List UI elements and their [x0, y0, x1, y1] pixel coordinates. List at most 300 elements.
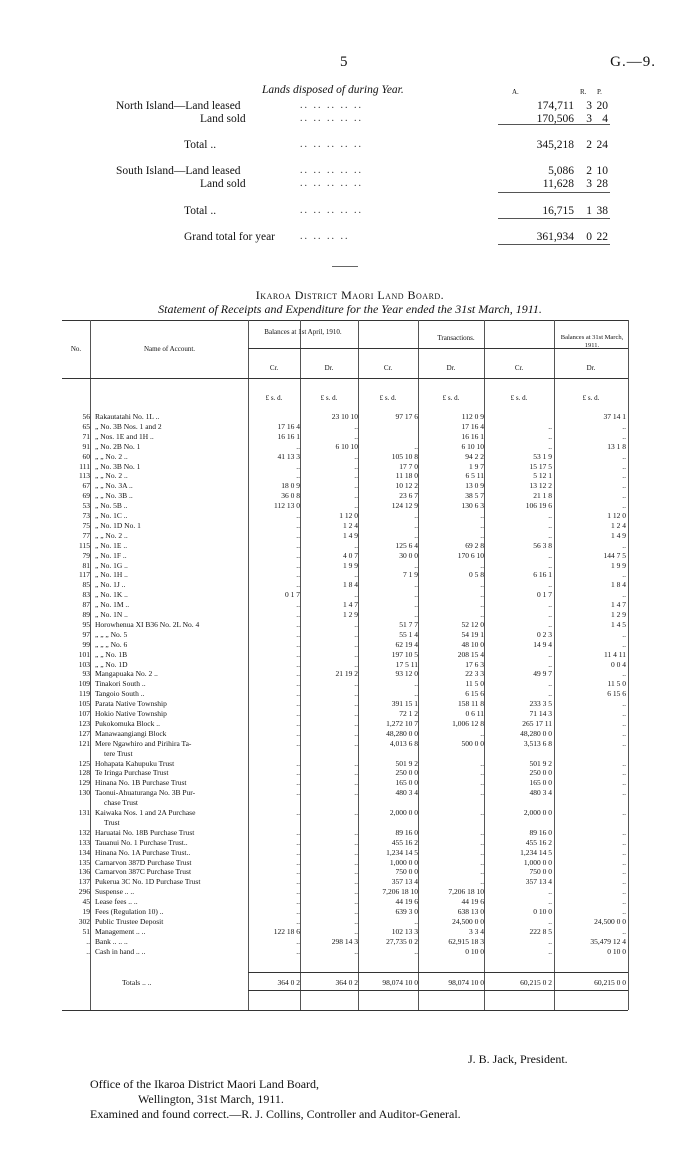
- row-number: 85: [82, 580, 90, 590]
- transactions-cr: 17 7 0: [399, 461, 418, 471]
- table-row: [62, 481, 628, 490]
- balance-1911-cr: ..: [548, 511, 552, 520]
- row-number: 115: [79, 540, 90, 550]
- balance-1911-cr: 480 3 4: [529, 788, 552, 798]
- transactions-cr: 1,272 10 7: [386, 718, 418, 728]
- balance-1910-cr: ..: [296, 758, 300, 768]
- balance-1911-dr: ..: [622, 758, 626, 768]
- balance-1910-dr: ..: [354, 916, 358, 926]
- balance-1911-dr: ..: [622, 461, 626, 471]
- transactions-cr: 250 0 0: [395, 768, 418, 778]
- account-name: Manawaangiangi Block: [95, 728, 167, 738]
- transactions-cr: 30 0 0: [399, 550, 418, 560]
- balance-1910-dr: ..: [354, 679, 358, 689]
- transactions-dr: 1 9 7: [469, 461, 484, 471]
- table-row: [62, 531, 628, 540]
- row-number: 56: [82, 412, 90, 421]
- balance-1910-dr: ..: [354, 689, 358, 699]
- balance-1910-cr: ..: [296, 520, 300, 530]
- table-row: [62, 412, 628, 421]
- row-number: 117: [79, 570, 90, 580]
- balance-1911-dr: ..: [622, 808, 626, 817]
- balance-1911-dr: ..: [622, 481, 626, 491]
- balance-1910-dr: 1 8 4: [343, 580, 358, 590]
- balance-1910-dr: ..: [354, 421, 358, 431]
- account-name: „ No. 3B Nos. 1 and 2: [95, 421, 162, 431]
- table-row: [62, 897, 628, 906]
- transactions-cr: 97 17 6: [395, 412, 418, 421]
- transactions-cr: ..: [414, 520, 418, 530]
- balance-1910-cr: ..: [296, 808, 300, 817]
- transactions-cr: 455 16 2: [391, 837, 418, 847]
- acres-header: A.: [512, 88, 519, 96]
- balance-1910-cr: ..: [296, 837, 300, 847]
- transactions-cr: 44 19 6: [395, 897, 418, 907]
- transactions-cr: 17 5 11: [395, 659, 418, 669]
- transactions-dr: ..: [480, 511, 484, 520]
- table-row: [62, 630, 628, 639]
- account-name: Suspense .. ..: [95, 887, 135, 897]
- account-name: Cash in hand .. ..: [95, 946, 146, 956]
- balance-1910-cr: ..: [296, 718, 300, 728]
- table-row: [62, 867, 628, 876]
- transactions-dr: 158 11 8: [458, 699, 484, 709]
- balance-1911-dr: ..: [622, 857, 626, 867]
- account-name: Mere Ngawhiro and Pirihira Ta-: [95, 738, 192, 748]
- account-name: „ No. 1F ..: [95, 550, 127, 560]
- table-row: [62, 818, 628, 827]
- balance-1910-cr: ..: [296, 689, 300, 699]
- leader-dots: .. .. .. .. ..: [300, 205, 363, 216]
- balance-1910-dr: ..: [354, 768, 358, 778]
- lsd-header: £ s. d.: [442, 394, 460, 402]
- account-name: „ No. 3B No. 1: [95, 461, 141, 471]
- table-row: [62, 669, 628, 678]
- balance-1911-cr: 6 16 1: [533, 570, 552, 580]
- balance-1911-dr: 1 12 0: [607, 511, 626, 520]
- row-number: 129: [78, 778, 90, 788]
- transactions-cr: 62 19 4: [395, 639, 418, 649]
- roods-value: 1: [586, 205, 592, 217]
- balance-1911-dr: ..: [622, 501, 626, 511]
- table-row: [62, 561, 628, 570]
- account-name: tere Trust: [104, 748, 133, 758]
- balance-1911-cr: 250 0 0: [529, 768, 552, 778]
- row-number: 101: [78, 649, 90, 659]
- footer-line-3: Examined and found correct.—R. J. Collins, Controller and Auditor-General.: [90, 1107, 461, 1121]
- transactions-dr: 17 6 3: [465, 659, 484, 669]
- row-number: 109: [78, 679, 90, 689]
- row-number: 81: [82, 560, 90, 570]
- balance-1910-dr: ..: [354, 808, 358, 817]
- account-name: „ No. 1J ..: [95, 580, 126, 590]
- table-row: [62, 798, 628, 807]
- account-name: „ No. 1K ..: [95, 590, 128, 600]
- total-cell: 98,074 10 0: [382, 978, 418, 987]
- balance-1910-cr: ..: [296, 679, 300, 689]
- balance-1911-dr: 1 4 7: [611, 600, 626, 610]
- total-cell: 60,215 0 0: [594, 978, 626, 987]
- balance-1910-dr: 1 2 9: [343, 610, 358, 619]
- account-name: Public Trustee Deposit: [95, 916, 164, 926]
- row-number: 127: [78, 728, 90, 738]
- balance-1910-cr: ..: [296, 600, 300, 610]
- total-cell: 364 0 2: [335, 978, 358, 987]
- balance-1910-cr: ..: [296, 946, 300, 956]
- table-row: [62, 709, 628, 718]
- table-row: [62, 610, 628, 619]
- account-name: „ Nos. 1E and 1H ..: [95, 431, 154, 441]
- balance-1910-cr: 0 1 7: [285, 590, 300, 600]
- transactions-dr: 54 19 1: [461, 629, 484, 639]
- balance-1911-dr: ..: [622, 788, 626, 798]
- balance-1911-cr: 3,513 6 8: [523, 738, 552, 748]
- balance-1910-dr: ..: [354, 619, 358, 629]
- balance-1911-dr: ..: [622, 847, 626, 857]
- perches-value: 28: [596, 178, 608, 190]
- balance-1911-cr: ..: [548, 689, 552, 699]
- cr-1910-header: Cr.: [269, 364, 279, 372]
- transactions-dr: 0 6 11: [465, 709, 484, 718]
- transactions-cr: ..: [414, 530, 418, 540]
- transactions-cr: ..: [414, 946, 418, 956]
- account-name: Lease fees .. ..: [95, 897, 138, 907]
- balance-1911-dr: ..: [622, 471, 626, 481]
- lands-row-label: North Island—Land leased: [116, 100, 241, 112]
- table-row: [62, 947, 628, 956]
- row-number: 113: [79, 471, 90, 481]
- balance-1910-cr: ..: [296, 857, 300, 867]
- transactions-dr: 638 13 0: [457, 907, 484, 916]
- balance-1910-dr: ..: [354, 887, 358, 897]
- account-name: „ „ No. 1D: [95, 659, 128, 669]
- balance-1910-cr: ..: [296, 580, 300, 590]
- transactions-cr: 165 0 0: [395, 778, 418, 788]
- transactions-dr: 6 5 11: [465, 471, 484, 481]
- table-row: [62, 927, 628, 936]
- balance-1911-dr: ..: [622, 629, 626, 639]
- lands-row-label: Total ..: [184, 139, 217, 151]
- table-row: [62, 442, 628, 451]
- balance-1910-dr: ..: [354, 877, 358, 887]
- balance-1911-dr: ..: [622, 887, 626, 897]
- balance-1911-cr: ..: [548, 580, 552, 590]
- row-number: 95: [82, 619, 90, 629]
- transactions-cr: 51 7 7: [399, 619, 418, 629]
- transactions-dr: ..: [480, 857, 484, 867]
- transactions-cr: 102 13 3: [391, 926, 418, 936]
- balance-1910-dr: 21 19 2: [335, 669, 358, 679]
- balance-1911-dr: 37 14 1: [603, 412, 626, 421]
- balance-1910-cr: ..: [296, 610, 300, 619]
- lands-row-label: Land sold: [200, 178, 246, 190]
- row-number: 67: [82, 481, 90, 491]
- balance-1910-cr: ..: [296, 570, 300, 580]
- balance-1910-dr: ..: [354, 629, 358, 639]
- balance-1911-dr: ..: [622, 421, 626, 431]
- transactions-cr: ..: [414, 916, 418, 926]
- roods-value: 3: [586, 113, 592, 125]
- account-name: Haruatai No. 18B Purchase Trust: [95, 827, 195, 837]
- row-number: 75: [82, 520, 90, 530]
- balance-1911-dr: 144 7 5: [603, 550, 626, 560]
- balance-1911-dr: 6 15 6: [607, 689, 626, 699]
- balance-1911-cr: 15 17 5: [529, 461, 552, 471]
- balance-1911-cr: 0 1 7: [537, 590, 552, 600]
- table-row: [62, 858, 628, 867]
- transactions-dr: ..: [480, 847, 484, 857]
- balance-1910-dr: ..: [354, 847, 358, 857]
- balance-1910-dr: ..: [354, 649, 358, 659]
- table-row: [62, 590, 628, 599]
- transactions-cr: 480 3 4: [395, 788, 418, 798]
- row-number: 97: [82, 629, 90, 639]
- perches-value: 4: [602, 113, 608, 125]
- balance-1911-cr: 5 12 1: [533, 471, 552, 481]
- balance-1911-dr: ..: [622, 837, 626, 847]
- row-number: 60: [82, 451, 90, 461]
- balance-1911-dr: ..: [622, 877, 626, 887]
- balance-1910-cr: ..: [296, 560, 300, 570]
- balance-1910-cr: ..: [296, 530, 300, 540]
- balance-1911-cr: ..: [548, 431, 552, 441]
- table-row: [62, 660, 628, 669]
- row-number: ..: [86, 936, 90, 946]
- balance-1911-cr: ..: [548, 946, 552, 956]
- balance-1910-cr: ..: [296, 639, 300, 649]
- balance-1911-dr: ..: [622, 669, 626, 679]
- balance-1910-dr: ..: [354, 451, 358, 461]
- transactions-cr: 357 13 4: [391, 877, 418, 887]
- table-row: [62, 491, 628, 500]
- transactions-cr: 93 12 0: [395, 669, 418, 679]
- transactions-dr: ..: [480, 600, 484, 610]
- board-title: Ikaroa District Maori Land Board.: [255, 288, 445, 302]
- account-name: „ „ „ No. 6: [95, 639, 128, 649]
- roods-value: 3: [586, 100, 592, 112]
- balance-1910-cr: ..: [296, 907, 300, 916]
- row-number: 105: [78, 699, 90, 709]
- balance-1911-dr: ..: [622, 778, 626, 788]
- account-name: „ No. 5B ..: [95, 501, 128, 511]
- balance-1910-cr: ..: [296, 887, 300, 897]
- table-row: [62, 640, 628, 649]
- signature: J. B. Jack, President.: [468, 1052, 568, 1066]
- balance-1911-cr: ..: [548, 679, 552, 689]
- balance-1910-cr: ..: [296, 936, 300, 946]
- balance-1910-dr: ..: [354, 471, 358, 481]
- transactions-dr: 0 10 0: [465, 946, 484, 956]
- balance-1911-cr: ..: [548, 649, 552, 659]
- balance-1910-dr: 23 10 10: [331, 412, 358, 421]
- balance-1911-cr: ..: [548, 659, 552, 669]
- dr-1910-header: Dr.: [324, 364, 334, 372]
- transactions-dr: 170 6 10: [457, 550, 484, 560]
- transactions-dr: ..: [480, 590, 484, 600]
- balance-1911-cr: 265 17 11: [522, 718, 552, 728]
- table-row: [62, 788, 628, 797]
- transactions-dr: 38 5 7: [465, 491, 484, 501]
- lands-row: [0, 205, 700, 219]
- transactions-cr: 10 12 2: [395, 481, 418, 491]
- transactions-dr: 62,915 18 3: [448, 936, 484, 946]
- balance-1910-cr: ..: [296, 441, 300, 451]
- acres-value: 16,715: [542, 205, 574, 217]
- balance-1910-dr: ..: [354, 837, 358, 847]
- table-row: [62, 501, 628, 510]
- account-name: Tinakori South ..: [95, 679, 146, 689]
- balance-1910-dr: 1 9 9: [343, 560, 358, 570]
- leader-dots: .. .. .. ..: [300, 231, 350, 242]
- balance-1911-dr: 1 8 4: [611, 580, 626, 590]
- lands-row-label: Land sold: [200, 113, 246, 125]
- perches-value: 20: [596, 100, 608, 112]
- balance-1911-dr: ..: [622, 431, 626, 441]
- balance-1911-cr: 233 3 5: [529, 699, 552, 709]
- account-name: „ No. 1N ..: [95, 610, 128, 619]
- transactions-cr: ..: [414, 600, 418, 610]
- page-number: 5: [340, 54, 348, 70]
- lsd-header: £ s. d.: [379, 394, 397, 402]
- transactions-cr: 105 10 8: [391, 451, 418, 461]
- balance-1910-dr: ..: [354, 639, 358, 649]
- row-number: 45: [82, 897, 90, 907]
- balance-1910-cr: ..: [296, 897, 300, 907]
- balance-1911-dr: 1 2 4: [611, 520, 626, 530]
- row-number: 128: [78, 768, 90, 778]
- transactions-cr: ..: [414, 560, 418, 570]
- balance-1911-cr: 13 12 2: [529, 481, 552, 491]
- row-number: 77: [82, 530, 90, 540]
- balance-1910-dr: ..: [354, 857, 358, 867]
- table-row: [62, 838, 628, 847]
- balance-1911-cr: ..: [548, 936, 552, 946]
- acres-value: 5,086: [548, 165, 574, 177]
- transactions-dr: 52 12 0: [461, 619, 484, 629]
- balance-1911-dr: ..: [622, 570, 626, 580]
- account-name: Pukokomuka Block ..: [95, 718, 160, 728]
- transactions-cr: 750 0 0: [395, 867, 418, 877]
- transactions-dr: ..: [480, 530, 484, 540]
- balance-1911-cr: 56 3 8: [533, 540, 552, 550]
- table-row: [62, 877, 628, 886]
- row-number: 93: [82, 669, 90, 679]
- balance-1910-cr: ..: [296, 540, 300, 550]
- account-name: „ „ No. 2 ..: [95, 451, 128, 461]
- leader-dots: .. .. .. .. ..: [300, 178, 363, 189]
- balance-1910-dr: ..: [354, 778, 358, 788]
- balance-1910-cr: 41 13 3: [277, 451, 300, 461]
- balance-1911-cr: ..: [548, 600, 552, 610]
- balance-1910-dr: ..: [354, 431, 358, 441]
- balance-1911-dr: ..: [622, 699, 626, 709]
- table-row: [62, 541, 628, 550]
- account-name: chase Trust: [104, 798, 138, 808]
- balance-1911-cr: ..: [548, 916, 552, 926]
- transactions-dr: 13 0 9: [465, 481, 484, 491]
- account-name: Hokio Native Township: [95, 709, 167, 718]
- transactions-cr: ..: [414, 511, 418, 520]
- leader-dots: .. .. .. .. ..: [300, 100, 363, 111]
- balance-1911-cr: 0 2 3: [537, 629, 552, 639]
- transactions-dr: 112 0 9: [461, 412, 484, 421]
- table-row: [62, 452, 628, 461]
- balance-1910-dr: 1 4 7: [343, 600, 358, 610]
- transactions-cr: ..: [414, 580, 418, 590]
- balance-1910-cr: ..: [296, 847, 300, 857]
- transactions-header: Transactions.: [437, 334, 475, 342]
- table-row: [62, 808, 628, 817]
- table-row: [62, 462, 628, 471]
- transactions-dr: 3 3 4: [469, 926, 484, 936]
- balance-1911-cr: 501 9 2: [529, 758, 552, 768]
- footer-line-1: Office of the Ikaroa District Maori Land Board,: [90, 1077, 320, 1091]
- balance-1910-cr: ..: [296, 550, 300, 560]
- leader-dots: .. .. .. .. ..: [300, 139, 363, 150]
- transactions-dr: ..: [480, 580, 484, 590]
- balance-1910-dr: ..: [354, 946, 358, 956]
- balance-1910-cr: 112 13 0: [274, 501, 300, 511]
- balance-1910-cr: ..: [296, 511, 300, 520]
- transactions-dr: 16 16 1: [461, 431, 484, 441]
- balance-1910-dr: ..: [354, 907, 358, 916]
- lands-row: [0, 231, 700, 245]
- row-number: 91: [82, 441, 90, 451]
- account-name: „ „ „ No. 5: [95, 629, 128, 639]
- transactions-dr: ..: [480, 758, 484, 768]
- balance-1910-dr: ..: [354, 728, 358, 738]
- table-row: [62, 778, 628, 787]
- table-row: [62, 650, 628, 659]
- balance-1911-cr: 165 0 0: [529, 778, 552, 788]
- transactions-dr: 48 10 0: [461, 639, 484, 649]
- dr-trans-header: Dr.: [446, 364, 456, 372]
- row-number: 296: [78, 887, 90, 897]
- cr-trans-header: Cr.: [383, 364, 393, 372]
- balance-1911-cr: ..: [548, 897, 552, 907]
- account-name: Carnarvon 387D Purchase Trust: [95, 857, 192, 867]
- table-row: [62, 570, 628, 579]
- balance-1911-cr: ..: [548, 610, 552, 619]
- transactions-cr: 48,280 0 0: [386, 728, 418, 738]
- transactions-dr: 94 2 2: [465, 451, 484, 461]
- transactions-cr: 2,000 0 0: [389, 808, 418, 817]
- account-name: Parata Native Township: [95, 699, 167, 709]
- row-number: 125: [78, 758, 90, 768]
- balance-1911-dr: ..: [622, 867, 626, 877]
- account-name: Horowhenua XI B36 No. 2L No. 4: [95, 619, 200, 629]
- account-name: „ No. 1G ..: [95, 560, 128, 570]
- table-row: [62, 917, 628, 926]
- balance-1910-cr: ..: [296, 619, 300, 629]
- transactions-cr: 72 1 2: [399, 709, 418, 718]
- balance-1911-cr: ..: [548, 520, 552, 530]
- balance-1911-cr: 222 8 5: [529, 926, 552, 936]
- account-name: Tauanui No. 1 Purchase Trust..: [95, 837, 188, 847]
- row-number: 111: [79, 461, 90, 471]
- table-row: [62, 848, 628, 857]
- balance-1911-cr: 455 16 2: [525, 837, 552, 847]
- total-cell: 98,074 10 0: [448, 978, 484, 987]
- row-number: 302: [78, 916, 90, 926]
- transactions-cr: ..: [414, 590, 418, 600]
- balance-1910-dr: 1 12 0: [339, 511, 358, 520]
- lands-row: [0, 139, 700, 153]
- row-number: 132: [78, 827, 90, 837]
- balance-1910-dr: 1 2 4: [343, 520, 358, 530]
- table-row: [62, 689, 628, 698]
- row-number: 73: [82, 511, 90, 520]
